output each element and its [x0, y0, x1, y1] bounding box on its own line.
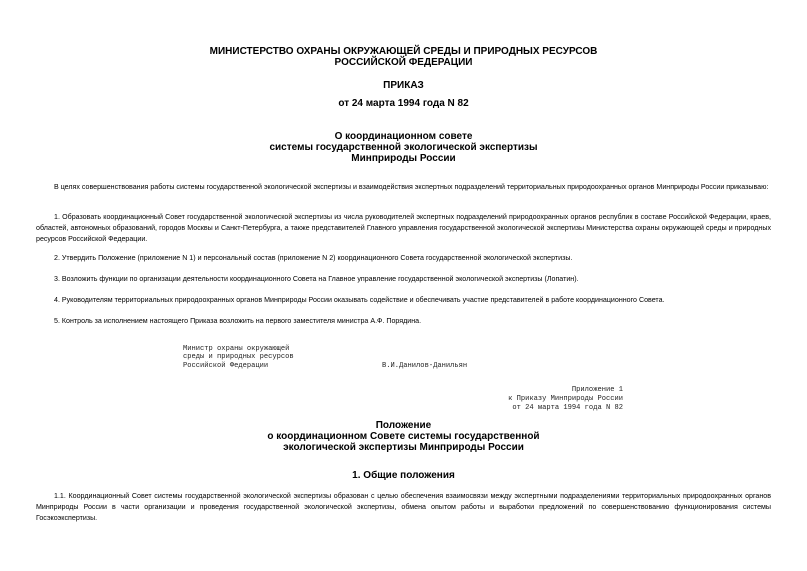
appendix-title-line3: экологической экспертизы Минприроды России	[283, 442, 524, 453]
document-date-number: от 24 марта 1994 года N 82	[338, 98, 469, 109]
order-item-5: 5. Контроль за исполнением настоящего Приказа возложить на первого заместителя министра А.Ф. Порядина.	[54, 317, 422, 325]
appendix-title-line1: Положение	[375, 420, 432, 431]
appendix-label: Приложение 1	[571, 386, 623, 394]
order-item-2: 2. Утвердить Положение (приложение N 1) и персональный состав (приложение N 2) координационного Совета государственной экологической экспертизы.	[54, 254, 573, 262]
ministry-title-line1: МИНИСТЕРСТВО ОХРАНЫ ОКРУЖАЮЩЕЙ СРЕДЫ И ПРИРОДНЫХ РЕСУРСОВ	[209, 46, 598, 57]
subject-line3: Минприроды России	[351, 153, 456, 164]
signature-title-line2: среды и природных ресурсов	[183, 353, 294, 361]
appendix-title-line2: о координационном Совете системы государственной	[267, 431, 540, 442]
order-item-4: 4. Руководителям территориальных природоохранных органов Минприроды России оказывать содействие и обеспечивать участие представителей в работе координационного Совета.	[54, 296, 665, 304]
document-type: ПРИКАЗ	[383, 80, 424, 91]
section-1-heading: 1. Общие положения	[352, 470, 455, 481]
subject-line1: О координационном совете	[334, 131, 473, 142]
subject-line2: системы государственной экологической экспертизы	[269, 142, 538, 153]
ministry-title-line2: РОССИЙСКОЙ ФЕДЕРАЦИИ	[334, 57, 473, 68]
preamble-paragraph: В целях совершенствования работы системы государственной экологической экспертизы и взаимодействия экспертных подразделений территориальных природоохранных органов Минприроды России приказываю:	[54, 183, 769, 191]
signature-title-line3: Российской Федерации	[183, 362, 269, 370]
order-item-3: 3. Возложить функции по организации деятельности координационного Совета на Главное управление государственной экологической экспертизы (Лопатин).	[54, 275, 579, 283]
signature-title-line1: Министр охраны окружающей	[183, 345, 290, 353]
appendix-ref-line1: к Приказу Минприроды России	[508, 395, 623, 403]
paragraph-1-1: 1.1. Координационный Совет системы государственной экологической экспертизы образован с целью обеспечения взаимосвязи между экспертными подразделениями территориальных природоохранных органов Минприроды России в части организации и проведения государственной экологической экспертизы, обмена опытом работы и выработки предложений по совершенствованию функционирования системы Госэкоэкспертизы.	[36, 492, 771, 522]
order-item-1: 1. Образовать координационный Совет государственной экологической экспертизы из числа руководителей экспертных подразделений природоохранных органов республик в составе Российской Федерации, краев, областей, автономных образований, городов Москвы и Санкт-Петербурга, а также представителей Главного управления государственной экологической экспертизы Министерства охраны окружающей среды и природных ресурсов Российской Федерации.	[36, 213, 771, 243]
signature-name: В.И.Данилов-Данильян	[382, 362, 468, 370]
appendix-ref-line2: от 24 марта 1994 года N 82	[512, 404, 623, 412]
